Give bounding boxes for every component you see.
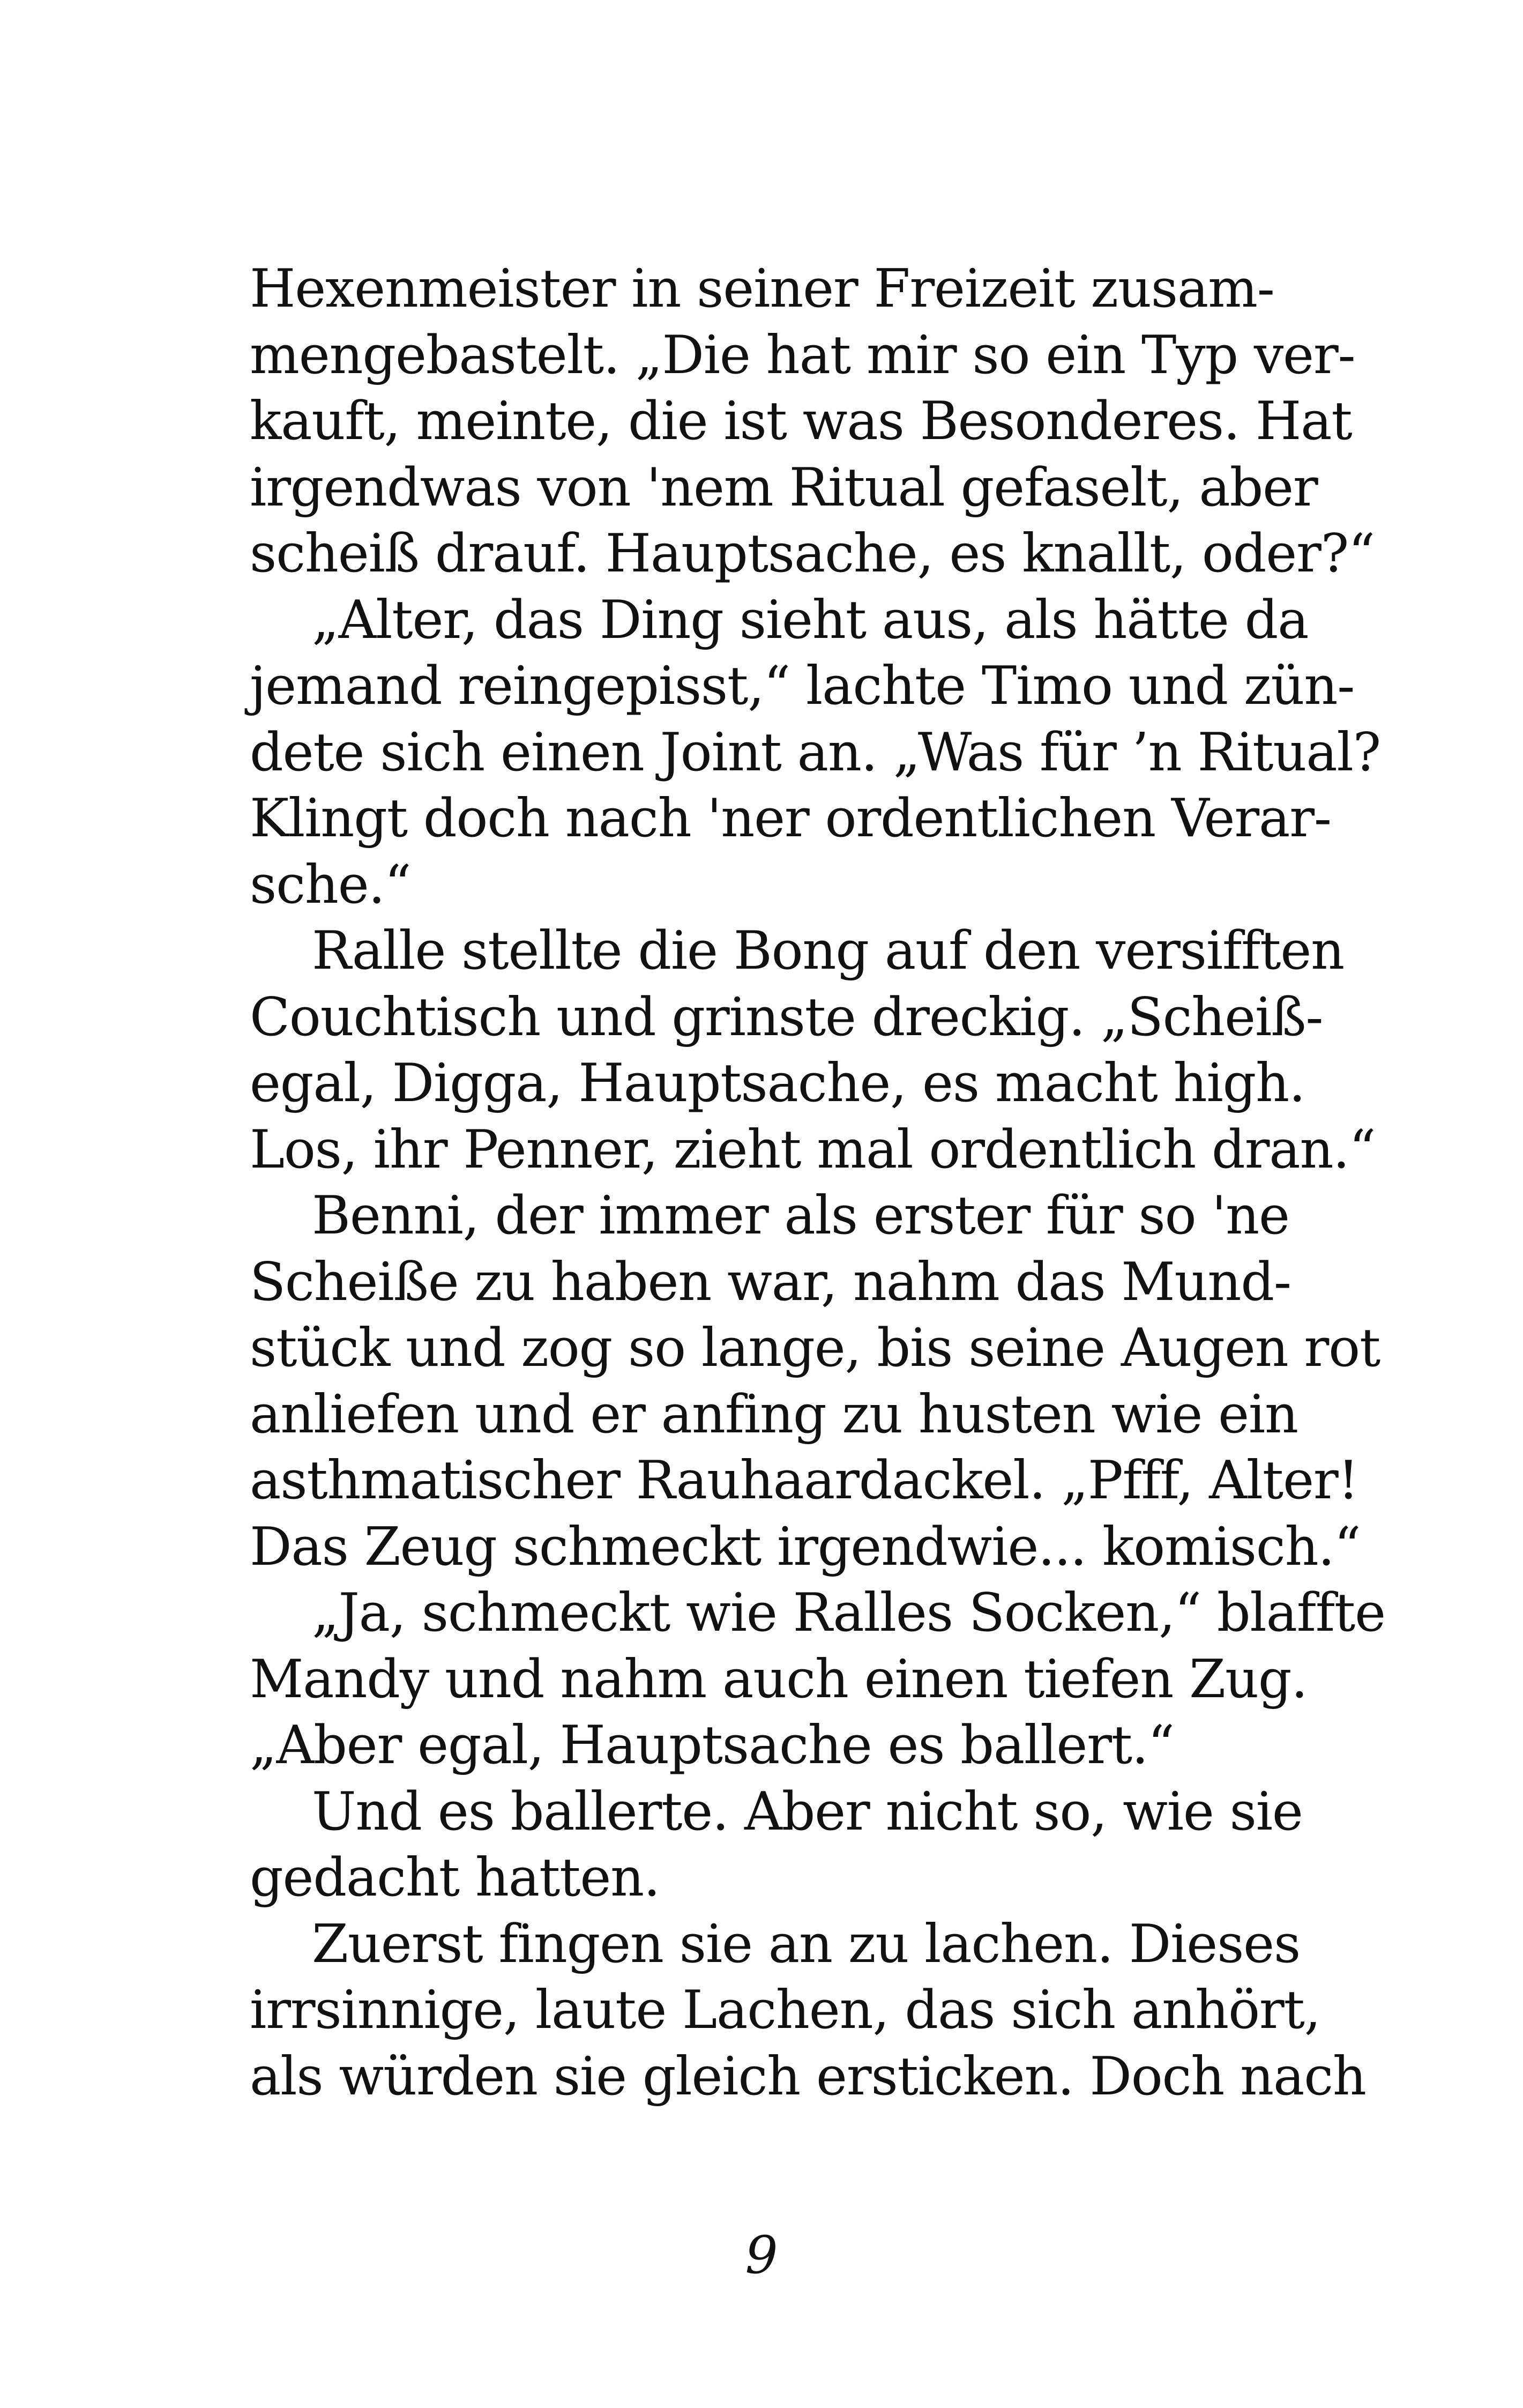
text-line: Zuerst fingen sie an zu lachen. Dieses [312,1913,1301,1975]
text-line: „Alter, das Ding sieht aus, als hätte da [312,589,1309,651]
text-line: sche.“ [250,854,411,916]
text-line: asthmatischer Rauhaardackel. „Pfff, Alter! [250,1450,1358,1511]
text-line: Ralle stellte die Bong auf den versifften [312,920,1345,982]
text-line: Und es ballerte. Aber nicht so, wie sie [312,1781,1303,1842]
text-line: Hexenmeister in seiner Freizeit zusam- [250,258,1274,319]
text-line: Benni, der immer als erster für so 'ne [312,1185,1289,1246]
body-text [250,256,1385,2110]
page-number: 9 [745,2225,778,2285]
text-line: kauft, meinte, die ist was Besonderes. Hat [250,391,1352,452]
text-line: anliefen und er anfing zu husten wie ein [250,1384,1298,1445]
text-line: Klingt doch nach 'ner ordentlichen Verar- [250,788,1331,849]
text-line: als würden sie gleich ersticken. Doch nach [250,2046,1366,2107]
text-line: scheiß drauf. Hauptsache, es knallt, oder?“ [250,523,1375,584]
text-line: Das Zeug schmeckt irgendwie... komisch.“ [250,1516,1361,1578]
text-line: Mandy und nahm auch einen tiefen Zug. [250,1648,1308,1710]
text-line: mengebastelt. „Die hat mir so ein Typ ver- [250,324,1355,386]
text-line: jemand reingepisst,“ lachte Timo und zün- [250,656,1355,717]
text-line: dete sich einen Joint an. „Was für ’n Ritual? [250,722,1380,783]
text-line: „Ja, schmeckt wie Ralles Socken,“ blaffte [312,1582,1385,1644]
text-line: irrsinnige, laute Lachen, das sich anhört, [250,1980,1320,2041]
text-line: Couchtisch und grinste dreckig. „Scheiß- [250,986,1323,1048]
text-line: egal, Digga, Hauptsache, es macht high. [250,1053,1305,1114]
text-line: Los, ihr Penner, zieht mal ordentlich dran.“ [250,1119,1376,1180]
text-line: irgendwas von 'nem Ritual gefaselt, aber [250,457,1318,518]
text-line: gedacht hatten. [250,1847,660,1908]
text-line: Scheiße zu haben war, nahm das Mund- [250,1251,1291,1313]
text-line: „Aber egal, Hauptsache es ballert.“ [250,1715,1174,1776]
text-line: stück und zog so lange, bis seine Augen rot [250,1318,1380,1379]
